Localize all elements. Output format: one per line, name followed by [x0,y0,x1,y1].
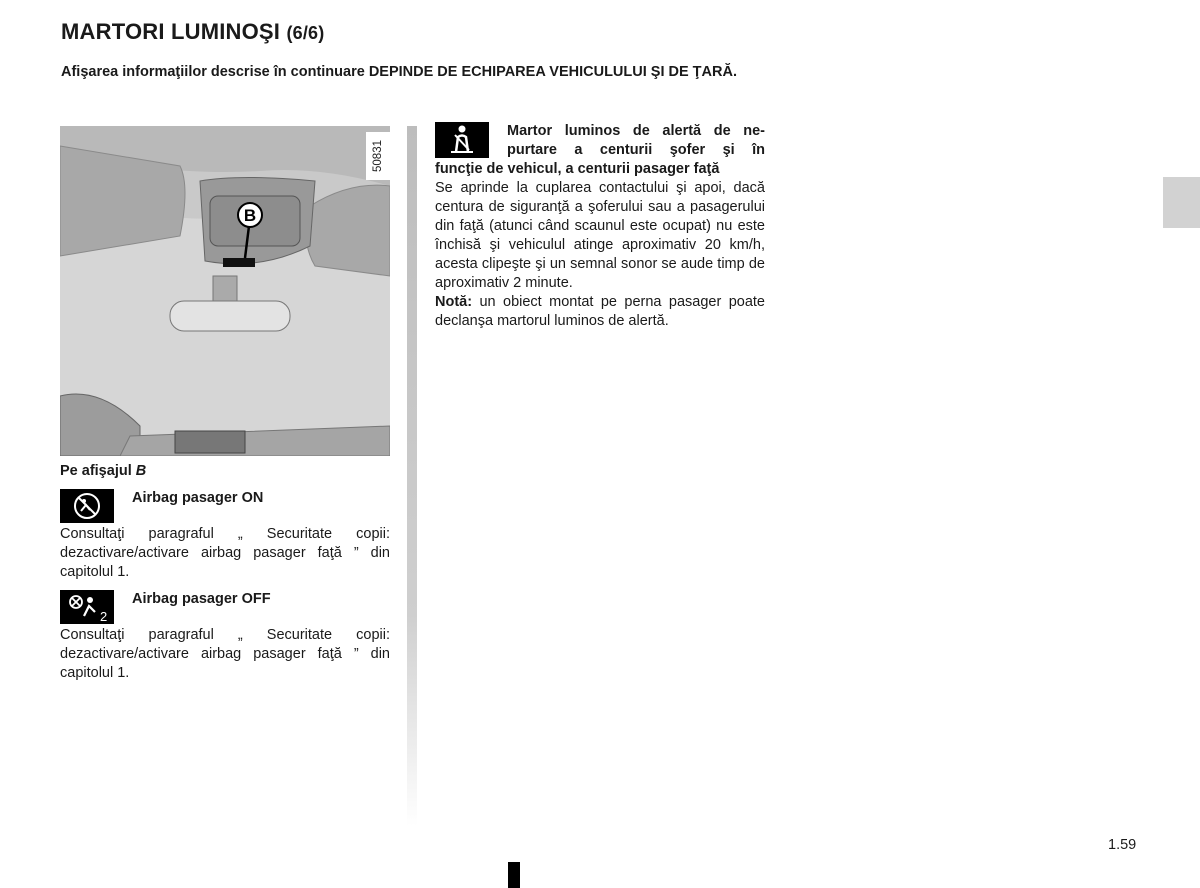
list-item [60,590,390,626]
list-item [60,489,390,525]
seatbelt-warning-icon [435,122,489,158]
title-part: (6/6) [286,23,325,43]
page-title [61,19,324,45]
seatbelt-note: Notă: un obiect montat pe perna pasager poate declanşa martorul luminos de alertă. [435,294,765,329]
callout-label: B [243,206,257,225]
seatbelt-warning-body: Se aprinde la cuplarea contactului şi apoi, dacă centura de siguranţă a şoferului sau a pasagerului din faţă (atunci când scaunul este ocupat) nu este închisă şi vehiculul atinge aproximativ 20 km/h, acesta clipeşte şi un semnal sonor se aude timp de aproximativ 2 minute. [435,180,765,291]
figure-reference: 50831 [366,132,390,180]
airbag-on-label: Airbag pasager ON [132,490,264,506]
title-text: MARTORI LUMINOŞI [61,19,281,44]
illustration-drawing [60,126,390,456]
airbag-off-description: Consultaţi paragraful „ Securitate copii: dezactivare/activare airbag pasager faţă ” din capitolul 1. [60,627,390,681]
left-column [60,462,390,691]
svg-text:2: 2 [100,609,108,624]
page-subtitle: Afişarea informaţiilor descrise în continuare DEPINDE DE ECHIPAREA VEHICULULUI ŞI DE ŢARĂ. [61,64,737,80]
middle-column [435,122,765,331]
airbag-passenger-on-icon [60,489,114,523]
display-caption: Pe afişajul B [60,463,147,479]
airbag-off-label: Airbag pasager OFF [132,591,271,607]
seatbelt-warning-heading: Martor luminos de alertă de ne- purtare a centurii şofer şi în funcţie de vehicul, a centurii pasager faţă [435,123,765,177]
ceiling-display-illustration [60,126,390,456]
crop-mark [508,862,520,888]
page-number: 1.59 [1108,837,1137,853]
column-divider [407,126,417,826]
airbag-passenger-off-icon [60,590,114,624]
airbag-on-description: Consultaţi paragraful „ Securitate copii: dezactivare/activare airbag pasager faţă ” din capitolul 1. [60,526,390,580]
chapter-tab [1163,177,1200,228]
